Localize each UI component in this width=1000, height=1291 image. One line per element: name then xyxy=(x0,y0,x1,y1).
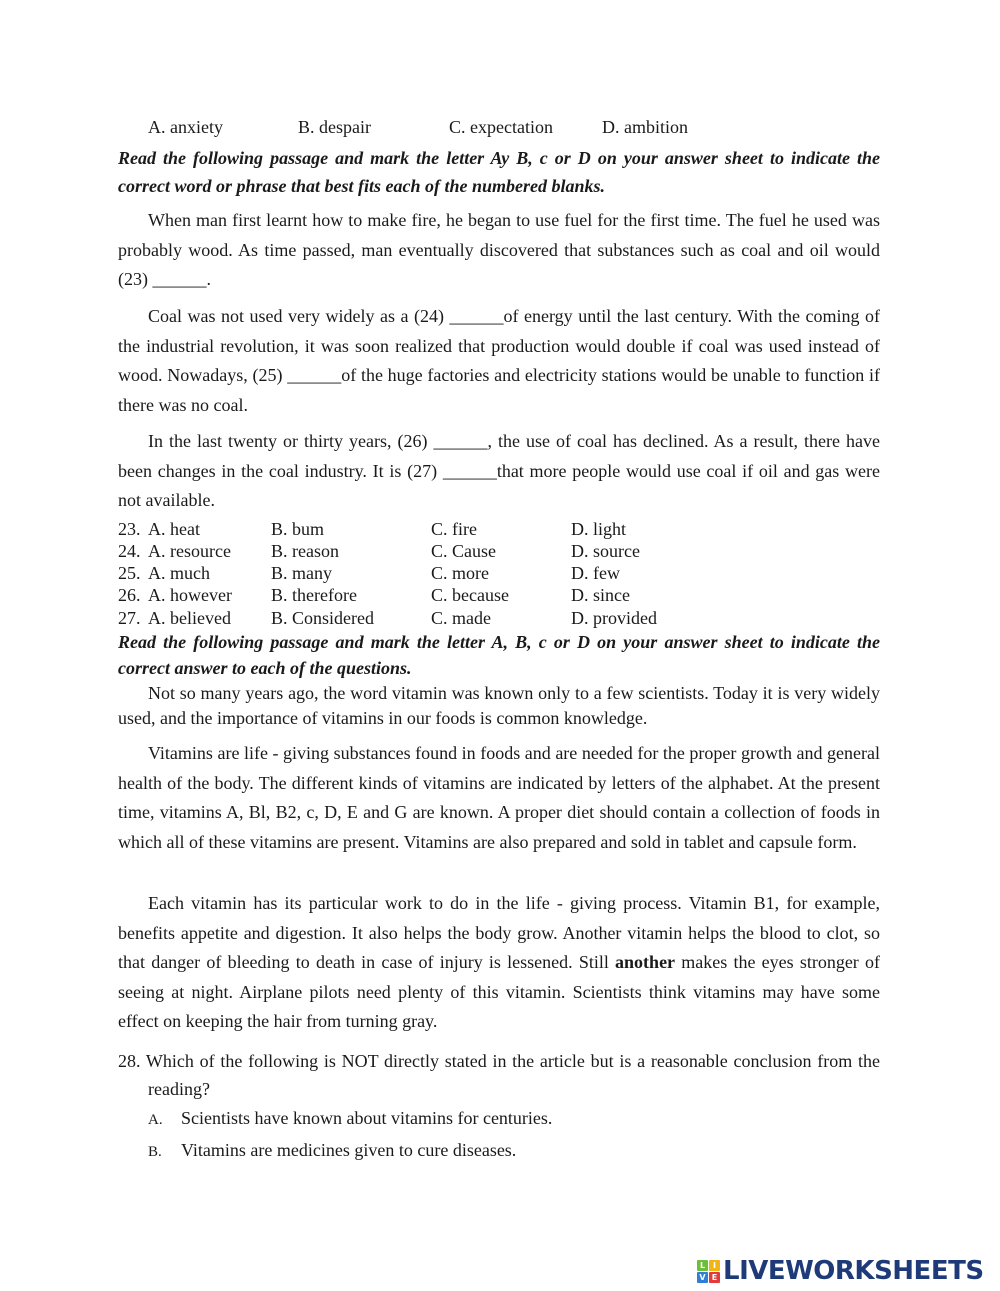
section1-paragraph-2: Coal was not used very widely as a (24) ______of energy until the last century. With the coming of the industrial revolution, it was soon realized that production would double if coal was used instead of wood. Nowadays, (25) ______of the huge factories and electricity stations would be unable to function if there was no coal. xyxy=(118,306,880,415)
logo-tile-v: V xyxy=(697,1272,708,1283)
paragraph-text: makes the eyes stronger of seeing at night. Airplane pilots need plenty of this vitamin. Scientists think vitamins may have some effect on keeping the hair from turning gray. xyxy=(118,952,881,1031)
option-d: D. ambition xyxy=(602,117,688,137)
question-number: 23. xyxy=(118,519,141,539)
choice-text: Vitamins are medicines given to cure diseases. xyxy=(181,1140,517,1160)
bold-word: another xyxy=(615,952,676,972)
question-number: 26. xyxy=(118,585,141,605)
section2-paragraph-3 xyxy=(118,889,880,1037)
option-d: D. since xyxy=(571,585,630,605)
option-b: B. therefore xyxy=(271,585,357,605)
option-b: B. despair xyxy=(298,117,371,137)
choice-label: A. xyxy=(148,1112,163,1128)
question-stem: 28. Which of the following is NOT directly stated in the article but is a reasonable conclusion from the reading? xyxy=(118,1051,880,1099)
liveworksheets-logo[interactable] xyxy=(697,1257,984,1285)
section2-paragraph-2: Vitamins are life - giving substances found in foods and are needed for the proper growth and general health of the body. The different kinds of vitamins are indicated by letters of the alphabet. At the present time, vitamins A, Bl, B2, c, D, E and G are known. A proper diet should contain a collection of foods in which all of these vitamins are present. Vitamins are also prepared and sold in tablet and capsule form. xyxy=(118,743,880,852)
section1-paragraph-1: When man first learnt how to make fire, he began to use fuel for the first time. The fuel he used was probably wood. As time passed, man eventually discovered that substances such as coal and oil would (23) ______. xyxy=(118,210,880,289)
question-number: 27. xyxy=(118,608,141,628)
option-c: C. Cause xyxy=(431,541,496,561)
choice-b[interactable] xyxy=(148,1135,880,1167)
section2-paragraph-1: Not so many years ago, the word vitamin was known only to a few scientists. Today it is very widely used, and the importance of vitamins in our foods is common knowledge. xyxy=(118,683,880,728)
option-a: A. heat xyxy=(148,519,200,539)
option-d: D. few xyxy=(571,563,620,583)
question-28 xyxy=(118,1047,880,1167)
option-d: D. provided xyxy=(571,608,657,628)
choice-label: B. xyxy=(148,1144,162,1160)
option-b: B. Considered xyxy=(271,608,374,628)
choice-a[interactable] xyxy=(148,1103,880,1135)
section1-instruction: Read the following passage and mark the letter Ay B, c or D on your answer sheet to indicate the correct word or phrase that best fits each of the numbered blanks. xyxy=(118,148,880,196)
option-d: D. source xyxy=(571,541,640,561)
question-number: 25. xyxy=(118,563,141,583)
option-a: A. anxiety xyxy=(148,117,223,137)
option-c: C. fire xyxy=(431,519,477,539)
section2-instruction: Read the following passage and mark the letter A, B, c or D on your answer sheet to indicate the correct answer to each of the questions. xyxy=(118,632,880,678)
option-c: C. more xyxy=(431,563,489,583)
option-c: C. because xyxy=(431,585,509,605)
logo-tile-e: E xyxy=(709,1272,720,1283)
section1-paragraph-3: In the last twenty or thirty years, (26) ______, the use of coal has declined. As a result, there have been changes in the coal industry. It is (27) ______that more people would use coal if oil and gas were not available. xyxy=(118,431,880,510)
logo-tile-l: L xyxy=(697,1260,708,1271)
question-number: 24. xyxy=(118,541,141,561)
logo-tile-i: I xyxy=(709,1260,720,1271)
option-b: B. many xyxy=(271,563,332,583)
option-a: A. believed xyxy=(148,608,231,628)
option-d: D. light xyxy=(571,519,627,539)
option-a: A. much xyxy=(148,563,210,583)
logo-tiles-icon xyxy=(697,1260,720,1283)
option-b: B. reason xyxy=(271,541,339,561)
option-a: A. resource xyxy=(148,541,231,561)
option-c: C. made xyxy=(431,608,491,628)
option-c: C. expectation xyxy=(449,117,553,137)
logo-text: LIVEWORKSHEETS xyxy=(723,1256,984,1286)
option-b: B. bum xyxy=(271,519,325,539)
choice-text: Scientists have known about vitamins for centuries. xyxy=(181,1108,553,1128)
option-a: A. however xyxy=(148,585,232,605)
paragraph-text: Each vitamin has its particular work to do in the life - giving process. Vitamin B1, for example, benefits appetite and digestion. It also helps the body grow. Another vitamin helps the blood to clot, so that danger of bleeding to death in case of injury is lessened. Still xyxy=(118,893,880,972)
